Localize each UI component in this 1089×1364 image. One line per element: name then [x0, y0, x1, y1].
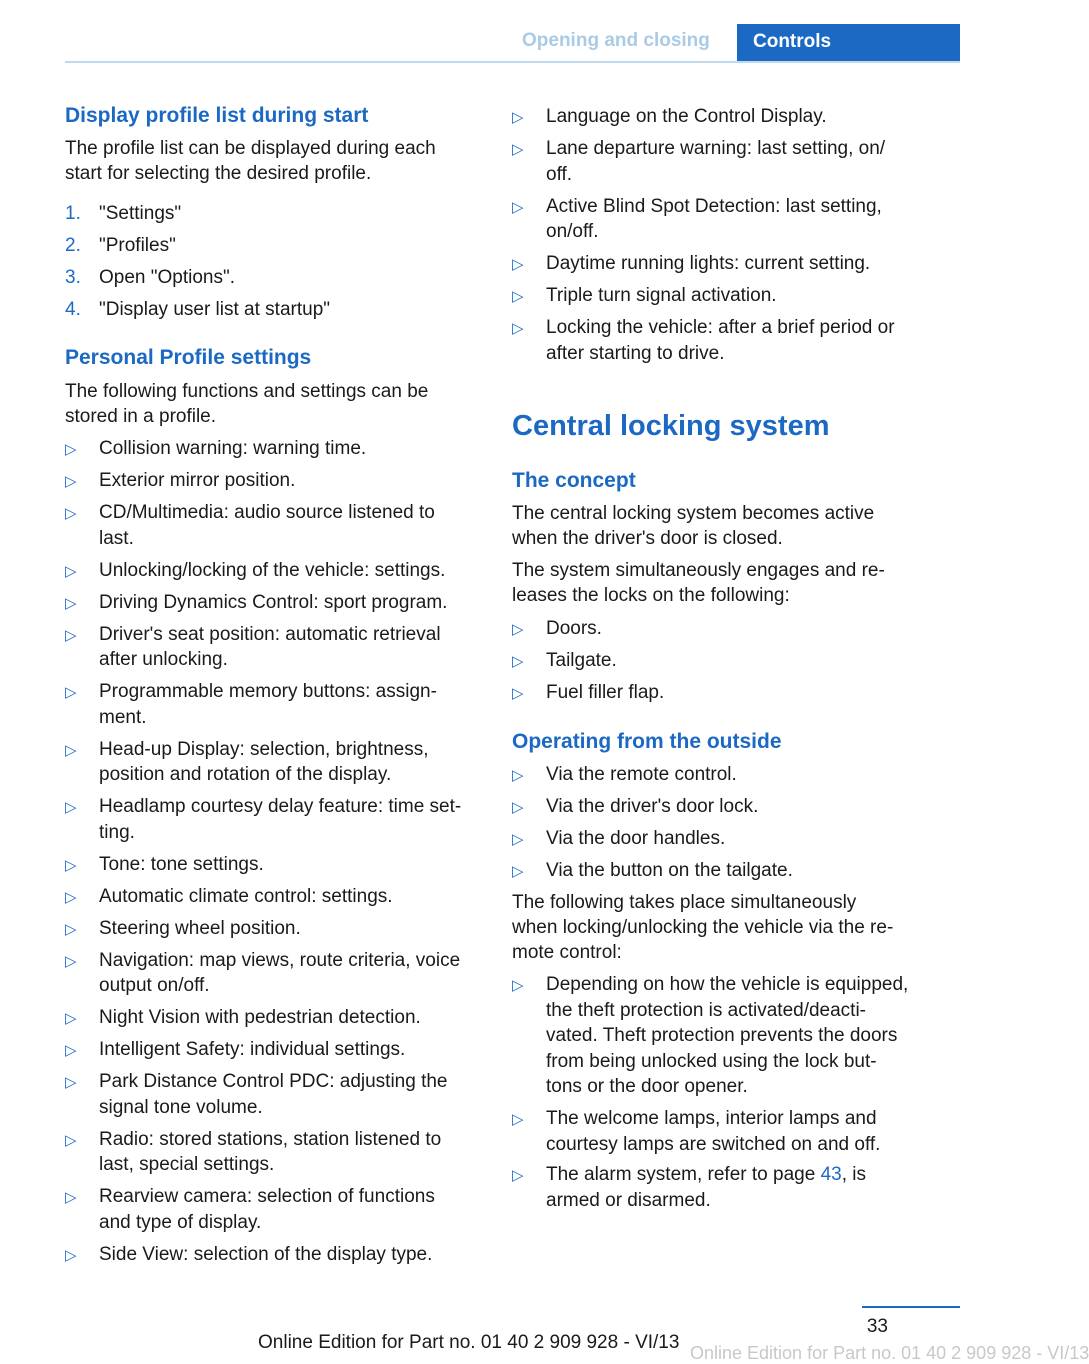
list-item-text: Programmable memory buttons: assign‐: [99, 681, 437, 702]
triangle-right-icon: ▷: [65, 1131, 77, 1149]
list-item-text: Rearview camera: selection of functions: [99, 1186, 435, 1207]
list-item-text: Driving Dynamics Control: sport program.: [99, 591, 448, 613]
list-item-text: Via the button on the tailgate.: [546, 860, 793, 881]
list-item-text: and type of display.: [99, 1211, 262, 1233]
triangle-right-icon: ▷: [65, 1010, 77, 1027]
list-item-text: position and rotation of the display.: [99, 764, 392, 785]
concept-para-line-2: when the driver's door is closed.: [512, 528, 783, 549]
watermark: Online Edition for Part no. 01 40 2 909 928 - VI/13: [690, 1343, 1089, 1363]
list-item-text: Side View: selection of the display type.: [99, 1243, 433, 1265]
list-item-text: the theft protection is activated/deacti‐: [546, 999, 867, 1021]
triangle-right-icon: ▷: [512, 621, 524, 638]
triangle-right-icon: ▷: [512, 1167, 524, 1184]
alarm-line-1: [546, 1162, 866, 1188]
central-locking-heading: Central locking system: [512, 410, 830, 442]
list-item-text: Steering wheel position.: [99, 917, 301, 939]
triangle-right-icon: ▷: [65, 856, 77, 874]
step-number: 4.: [65, 299, 81, 320]
list-item-text: Active Blind Spot Detection: last setting,: [546, 195, 882, 217]
locking-effects-para-line-3: mote control:: [512, 942, 622, 963]
list-item-text: Exterior mirror position.: [99, 470, 296, 491]
list-item-text: Tailgate.: [546, 650, 617, 671]
alarm-text-before: The alarm system, refer to page: [546, 1164, 821, 1185]
list-item-text: CD/Multimedia: audio source listened to: [99, 502, 435, 523]
triangle-right-icon: ▷: [512, 831, 524, 848]
triangle-right-icon: ▷: [65, 741, 77, 759]
alarm-line-2: armed or disarmed.: [546, 1189, 711, 1211]
triangle-right-icon: ▷: [65, 920, 77, 938]
triangle-right-icon: ▷: [65, 1074, 77, 1091]
list-item-text: ting.: [99, 821, 135, 843]
triangle-right-icon: ▷: [512, 863, 524, 880]
triangle-right-icon: ▷: [65, 1189, 77, 1206]
triangle-right-icon: ▷: [65, 626, 77, 644]
triangle-right-icon: ▷: [65, 473, 77, 490]
step-text: "Display user list at startup": [99, 299, 331, 320]
triangle-right-icon: ▷: [512, 977, 524, 994]
step-text: "Settings": [99, 203, 182, 224]
list-item-text: Triple turn signal activation.: [546, 285, 777, 306]
triangle-right-icon: ▷: [512, 799, 524, 816]
triangle-right-icon: ▷: [65, 1246, 77, 1264]
list-item-text: Lane departure warning: last setting, on/: [546, 138, 886, 159]
list-item-text: vated. Theft protection prevents the doors: [546, 1025, 898, 1046]
list-item-text: Intelligent Safety: individual settings.: [99, 1039, 406, 1060]
concept-para-line-1: The central locking system becomes active: [512, 503, 875, 524]
triangle-right-icon: ▷: [512, 109, 524, 126]
triangle-right-icon: ▷: [65, 799, 77, 816]
operating-outside-heading: Operating from the outside: [512, 730, 782, 753]
locking-effects-para-line-1: The following takes place simultaneously: [512, 892, 857, 913]
list-item-text: Headlamp courtesy delay feature: time set‐: [99, 796, 462, 817]
alarm-text-after: , is: [841, 1164, 866, 1185]
header-section-title: Opening and closing: [522, 30, 710, 51]
footer-edition: Online Edition for Part no. 01 40 2 909 928 - VI/13: [258, 1332, 680, 1353]
triangle-right-icon: ▷: [512, 320, 524, 337]
concept-heading: The concept: [512, 469, 636, 492]
display-profile-heading: Display profile list during start: [65, 104, 369, 127]
header-rule: [65, 61, 960, 63]
triangle-right-icon: ▷: [512, 141, 524, 158]
list-item-text: The welcome lamps, interior lamps and: [546, 1108, 877, 1129]
list-item-text: Language on the Control Display.: [546, 106, 827, 127]
list-item-text: after unlocking.: [99, 649, 228, 670]
list-item-text: after starting to drive.: [546, 342, 725, 364]
triangle-right-icon: ▷: [65, 562, 77, 580]
page-link-43[interactable]: 43: [820, 1164, 842, 1185]
triangle-right-icon: ▷: [512, 288, 524, 305]
list-item-text: courtesy lamps are switched on and off.: [546, 1133, 881, 1155]
list-item-text: Via the driver's door lock.: [546, 796, 759, 817]
triangle-right-icon: ▷: [512, 198, 524, 216]
list-item-text: Depending on how the vehicle is equipped,: [546, 974, 909, 995]
triangle-right-icon: ▷: [65, 888, 77, 906]
page-number: 33: [866, 1316, 888, 1337]
list-item-text: off.: [546, 163, 573, 185]
personal-settings-para-line-1: The following functions and settings can be: [65, 381, 429, 402]
header-chapter-tab: Controls: [737, 24, 960, 63]
list-item-text: Night Vision with pedestrian detection.: [99, 1007, 421, 1028]
triangle-right-icon: ▷: [512, 685, 524, 702]
footer-rule: [862, 1306, 960, 1308]
list-item-text: Locking the vehicle: after a brief period or: [546, 317, 895, 338]
triangle-right-icon: ▷: [65, 505, 77, 522]
list-item-text: Unlocking/locking of the vehicle: settings.: [99, 559, 446, 581]
step-number: 1.: [65, 203, 81, 224]
locking-effects-para-line-2: when locking/unlocking the vehicle via the re‐: [512, 917, 894, 938]
engages-para-line-1: The system simultaneously engages and re‐: [512, 560, 885, 581]
list-item-text: Driver's seat position: automatic retrieval: [99, 623, 441, 645]
step-text: "Profiles": [99, 235, 176, 256]
list-item-text: Automatic climate control: settings.: [99, 885, 393, 907]
list-item-text: Radio: stored stations, station listened to: [99, 1128, 442, 1150]
personal-settings-para-line-2: stored in a profile.: [65, 406, 217, 427]
list-item-text: last, special settings.: [99, 1154, 275, 1175]
list-item-text: Via the door handles.: [546, 828, 726, 849]
list-item-text: Park Distance Control PDC: adjusting the: [99, 1071, 448, 1092]
step-text: Open "Options".: [99, 267, 236, 288]
triangle-right-icon: ▷: [65, 952, 77, 970]
triangle-right-icon: ▷: [65, 594, 77, 612]
display-profile-para-line-1: The profile list can be displayed during each: [65, 138, 436, 159]
list-item-text: Daytime running lights: current setting.: [546, 253, 871, 274]
list-item-text: Collision warning: warning time.: [99, 438, 367, 459]
list-item-text: Tone: tone settings.: [99, 853, 264, 875]
triangle-right-icon: ▷: [512, 1111, 524, 1128]
list-item-text: signal tone volume.: [99, 1096, 263, 1118]
list-item-text: tons or the door opener.: [546, 1076, 748, 1097]
display-profile-para-line-2: start for selecting the desired profile.: [65, 163, 372, 184]
list-item-text: Fuel filler flap.: [546, 682, 665, 703]
list-item-text: Via the remote control.: [546, 764, 737, 785]
step-number: 2.: [65, 235, 81, 256]
engages-para-line-2: leases the locks on the following:: [512, 585, 790, 606]
triangle-right-icon: ▷: [512, 767, 524, 784]
list-item-text: Head-up Display: selection, brightness,: [99, 738, 429, 760]
list-item-text: on/off.: [546, 221, 599, 242]
triangle-right-icon: ▷: [65, 441, 77, 458]
triangle-right-icon: ▷: [65, 1042, 77, 1059]
list-item-text: Doors.: [546, 618, 602, 639]
personal-settings-heading: Personal Profile settings: [65, 346, 312, 369]
list-item-text: Navigation: map views, route criteria, voice: [99, 949, 461, 971]
step-number: 3.: [65, 267, 81, 288]
list-item-text: from being unlocked using the lock but‐: [546, 1050, 877, 1072]
list-item-text: ment.: [99, 706, 147, 728]
list-item-text: last.: [99, 527, 134, 549]
triangle-right-icon: ▷: [512, 256, 524, 273]
triangle-right-icon: ▷: [65, 684, 77, 701]
list-item-text: output on/off.: [99, 975, 210, 996]
triangle-right-icon: ▷: [512, 653, 524, 670]
